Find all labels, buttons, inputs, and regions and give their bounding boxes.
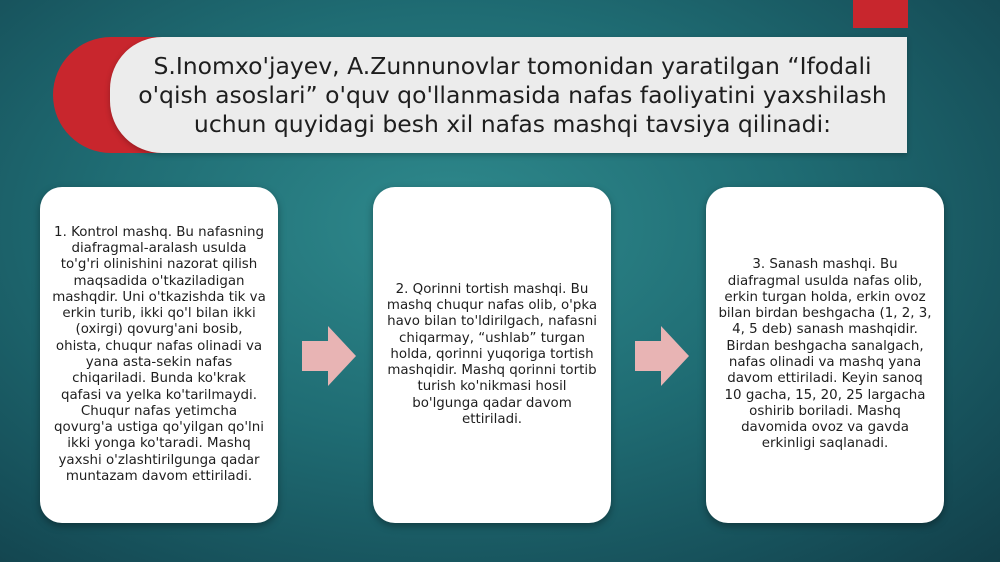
title-banner xyxy=(110,37,907,153)
exercise-card-1-text: 1. Kontrol mashq. Bu nafasning diafragmal-aralash usulda to'g'ri olinishini nazorat qilish maqsadida o'tkaziladigan mashqdir. Uni o'tkazishda tik va erkin turib, ikki qo'l bilan ikki (oxirgi) qovurg'ani bosib, ohista, chuqur nafas olinadi va yana asta-sekin nafas chiqariladi. Bunda ko'krak qafasi va yelka ko'tarilmaydi. Chuqur nafas yetimcha qovurg'a ustiga qo'yilgan qo'lni ikki yonga ko'taradi. Mashq yaxshi o'zlashtirilgunga qadar muntazam davom ettiriladi. xyxy=(52,224,266,485)
exercise-card-3 xyxy=(706,187,944,523)
exercise-card-1 xyxy=(40,187,278,523)
right-arrow-icon-shape xyxy=(302,326,356,386)
corner-accent xyxy=(853,0,908,28)
right-arrow-icon xyxy=(635,326,689,386)
exercise-card-2-text: 2. Qorinni tortish mashqi. Bu mashq chuqur nafas olib, o'pka havo bilan to'ldirilgach, nafasni chiqarmay, “ushlab” turgan holda, qorinni yuqoriga tortish mashqidir. Mashq qorinni tortib turish ko'nikmasi hosil bo'lgunga qadar davom ettiriladi. xyxy=(386,281,598,428)
slide-title: S.Inomxo'jayev, A.Zunnunovlar tomonidan yaratilgan “Ifodali o'qish asoslari” o'quv qo'llanmasida nafas faoliyatini yaxshilash uchun quyidagi besh xil nafas mashqi tavsiya qilinadi: xyxy=(138,51,887,138)
right-arrow-icon-shape xyxy=(635,326,689,386)
exercise-card-2 xyxy=(373,187,611,523)
right-arrow-icon xyxy=(302,326,356,386)
exercise-card-3-text: 3. Sanash mashqi. Bu diafragmal usulda nafas olib, erkin turgan holda, erkin ovoz bilan birdan beshgacha (1, 2, 3, 4, 5 deb) sanash mashqidir. Birdan beshgacha sanalgach, nafas olinadi va mashq yana davom ettiriladi. Keyin sanoq 10 gacha, 15, 20, 25 largacha oshirib boriladi. Mashq davomida ovoz va gavda erkinligi saqlanadi. xyxy=(718,257,932,452)
